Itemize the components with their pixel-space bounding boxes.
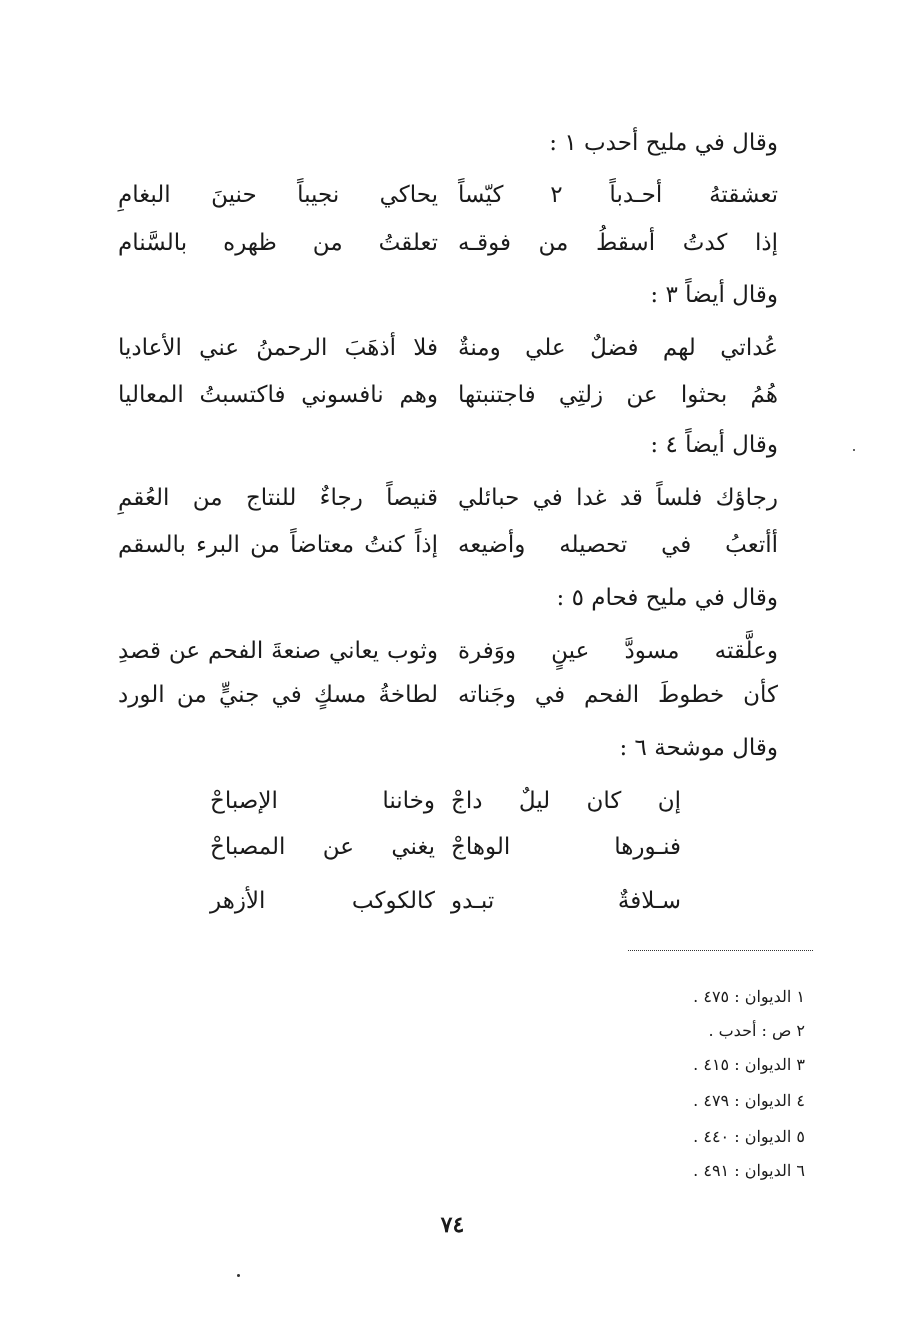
verse-second-hemistich: إذاً كنتُ معتاضاً من البرء بالسقم xyxy=(118,532,438,558)
muwashshah-second-part: وخاننا الإصباحْ xyxy=(210,788,435,814)
verse-second-hemistich: فلا أذهَبَ الرحمنُ عني الأعاديا xyxy=(118,335,438,361)
poem-intro: وقال موشحة ٦ : xyxy=(619,735,778,761)
page-number: ٧٤ xyxy=(440,1212,465,1238)
footnote: ٣ الديوان : ٤١٥ . xyxy=(693,1055,805,1074)
scan-speck xyxy=(853,449,855,451)
verse-first-hemistich: هُمُ بحثوا عن زلتِي فاجتنبتها xyxy=(458,382,778,408)
muwashshah-first-part: فنـورها الوهاجْ xyxy=(451,834,681,860)
footnote: ٢ ص : أحدب . xyxy=(708,1021,805,1040)
muwashshah-second-part: يغني عن المصباحْ xyxy=(210,834,435,860)
verse-first-hemistich: تعشقتهُ أحـدباً ٢ كيّساً xyxy=(458,182,779,208)
verse-second-hemistich: قنيصاً رجاءٌ للنتاج من العُقمِ xyxy=(118,485,438,511)
verse-first-hemistich: أأتعبُ في تحصيله وأضيعه xyxy=(458,532,778,558)
verse-second-hemistich: يحاكي نجيباً حنينَ البغامِ xyxy=(118,182,438,208)
verse-second-hemistich: تعلقتُ من ظهره بالسَّنام xyxy=(118,230,438,256)
footnote-separator xyxy=(628,950,813,951)
poem-intro: وقال في مليح أحدب ١ : xyxy=(549,130,778,156)
muwashshah-second-part: كالكوكب الأزهر xyxy=(210,888,435,914)
footnote: ١ الديوان : ٤٧٥ . xyxy=(693,987,805,1006)
verse-first-hemistich: إذا كدتُ أسقطُ من فوقـه xyxy=(458,230,778,256)
footnote: ٤ الديوان : ٤٧٩ . xyxy=(693,1091,805,1110)
scan-speck xyxy=(237,1274,240,1277)
verse-second-hemistich: وثوب يعاني صنعةَ الفحم عن قصدِ xyxy=(118,638,438,664)
verse-first-hemistich: عُداتي لهم فضلٌ علي ومنةٌ xyxy=(458,335,778,361)
muwashshah-first-part: إن كان ليلٌ داجْ xyxy=(451,788,681,814)
footnote: ٥ الديوان : ٤٤٠ . xyxy=(693,1127,805,1146)
poem-intro: وقال أيضاً ٤ : xyxy=(650,432,778,458)
poem-intro: وقال أيضاً ٣ : xyxy=(650,282,778,308)
poem-intro: وقال في مليح فحام ٥ : xyxy=(556,585,778,611)
verse-second-hemistich: لطاخةُ مسكٍ في جنيٍّ من الورد xyxy=(118,682,438,708)
verse-first-hemistich: رجاؤك فلساً قد غدا في حبائلي xyxy=(458,485,778,511)
footnote: ٦ الديوان : ٤٩١ . xyxy=(693,1161,805,1180)
verse-first-hemistich: كأن خطوطَ الفحم في وجَناته xyxy=(458,682,778,708)
verse-first-hemistich: وعلَّقته مسودَّ عينٍ ووَفرة xyxy=(458,638,778,664)
muwashshah-first-part: سـلافةٌ تبـدو xyxy=(451,888,681,914)
verse-second-hemistich: وهم نافسوني فاكتسبتُ المعاليا xyxy=(118,382,438,408)
